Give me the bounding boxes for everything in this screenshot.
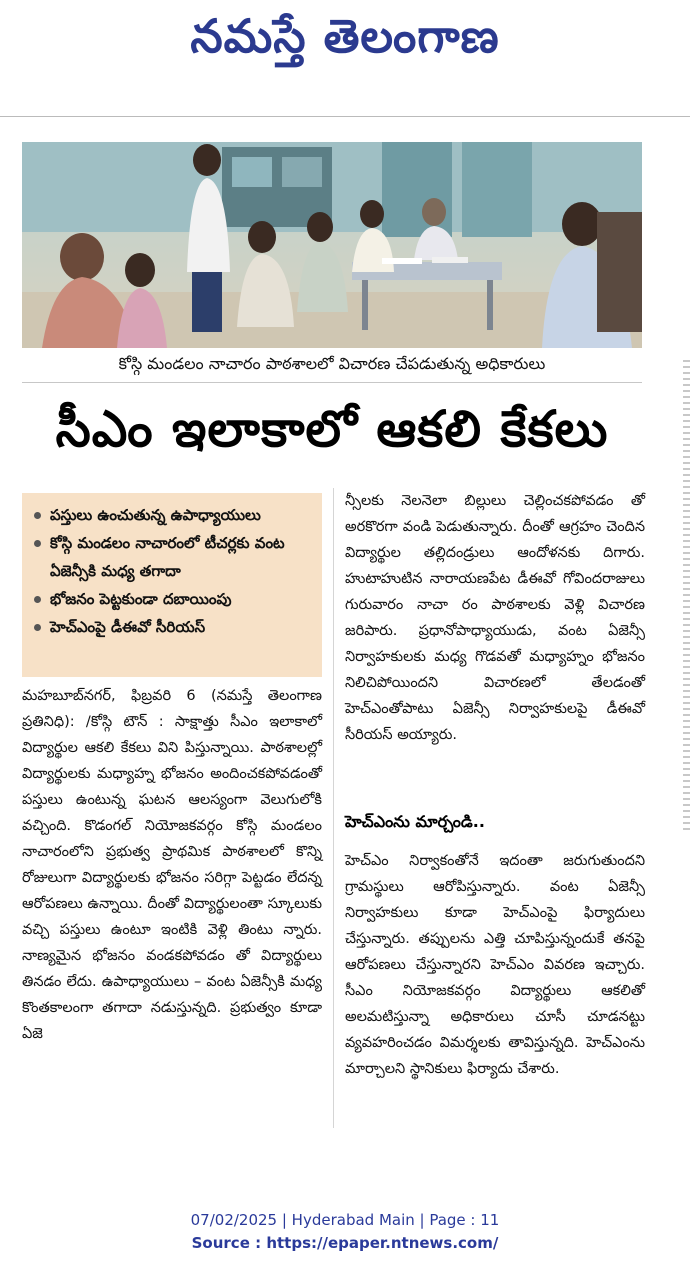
highlights-list — [22, 493, 322, 641]
caption-divider — [22, 382, 642, 383]
column-divider — [333, 488, 334, 1128]
highlight-item: హెచ్ఎంపై డీఈవో సీరియస్ — [32, 613, 314, 641]
top-divider — [0, 116, 690, 117]
highlight-item: కోస్గి మండలం నాచారంలో టీచర్లకు వంట ఏజెన్సీకి మధ్య తగాదా — [32, 529, 314, 585]
photo-caption: కోస్గి మండలం నాచారం పాఠశాలలో విచారణ చేపడుతున్న అధికారులు — [118, 354, 546, 373]
article-body-left: మహబూబ్‌నగర్, ఫిబ్రవరి 6 (నమస్తే తెలంగాణ ప్రతినిధి): /కోస్గి టౌన్ : సాక్షాత్తు సీఎం ఇలాకాలో విద్యార్థుల ఆకలి కేకలు విని పిస్తున్నాయి. పాఠశాలల్లో విద్యార్థులకు మధ్యాహ్న భోజనం అందించకపోవడంతో పస్తులు ఉంటున్న ఘటన ఆలస్యంగా వెలుగులోకి వచ్చింది. కొడంగల్ నియోజకవర్గం కోస్గి మండలం నాచారంలోని ప్రభుత్వ ప్రాథమిక పాఠశాలలో కొన్ని రోజులుగా విద్యార్థులకు భోజనం సరిగ్గా పెట్టడం లేదన్న ఆరోపణలు ఉన్నాయి. దీంతో విద్యార్థులంతా స్కూలుకు వచ్చి పస్తులు ఉంటూ ఇంటికి వెళ్లి తింటు న్నారు. నాణ్యమైన భోజనం వండకపోవడం తో విద్యార్థులు తినడం లేదు. ఉపాధ్యాయులు – వంట ఏజెన్సీకి మధ్య కొంతకాలంగా తగాదా నడుస్తున్నది. ప్రభుత్వం కూడా ఏజె — [22, 688, 322, 1042]
footer-source[interactable]: Source : https://epaper.ntnews.com/ — [191, 1234, 499, 1252]
article-subhead: హెచ్ఎంను మార్చండి.. — [345, 812, 485, 831]
adjacent-column-edge — [683, 360, 690, 830]
photo-illustration — [22, 142, 642, 348]
highlight-item: భోజనం పెట్టకుండా దబాయింపు — [32, 585, 314, 613]
masthead — [0, 0, 690, 84]
news-photo — [22, 142, 642, 348]
highlight-item: పస్తులు ఉంచుతున్న ఉపాధ్యాయులు — [32, 501, 314, 529]
article-body-right-continued: హెచ్ఎం నిర్వాకంతోనే ఇదంతా జరుగుతుందని గ్రామస్థులు ఆరోపిస్తున్నారు. వంట ఏజెన్సీ నిర్వాహకులు కూడా హెచ్ఎంపై ఫిర్యాదులు చేస్తున్నారు. తప్పులను ఎత్తి చూపిస్తున్నందుకే తనపై ఆరోపణలు చేస్తున్నారని హెచ్ఎం వివరణ ఇచ్చారు. సీఎం నియోజకవర్గం విద్యార్థులు ఆకలితో అలమటిస్తున్నా అధికారులు చూసీ చూడనట్టు వ్యవహరించడం విమర్శలకు తావిస్తున్నది. హెచ్ఎంను మార్చాలని స్థానికులు ఫిర్యాదు చేశారు. — [345, 853, 645, 1077]
article-body-right: న్సీలకు నెలనెలా బిల్లులు చెల్లించకపోవడం తో అరకొరగా వండి పెడుతున్నారు. దీంతో ఆగ్రహం చెందిన విద్యార్థుల తల్లిదండ్రులు ఆందోళనకు దిగారు. హుటాహుటిన నారాయణపేట డీఈవో గోవిందరాజులు గురువారం నాచా రం పాఠశాలకు వెళ్లి విచారణ జరిపారు. ప్రధానోపాధ్యాయుడు, వంట ఏజెన్సీ నిర్వాహకులకు మధ్య గొడవతో మధ్యాహ్నం భోజనం నిలిచిపోయిందని విచారణలో తేలడంతో హెచ్ఎంతోపాటు ఏజెన్సీ నిర్వాహకులపై డీఈవో సీరియస్ అయ్యారు. — [345, 493, 645, 743]
masthead-title: నమస్తే తెలంగాణ — [190, 9, 500, 63]
footer-date-page: 07/02/2025 | Hyderabad Main | Page : 11 — [190, 1211, 500, 1229]
headline: సీఎం ఇలాకాలో ఆకలి కేకలు — [55, 399, 609, 458]
highlights-box — [22, 493, 322, 677]
